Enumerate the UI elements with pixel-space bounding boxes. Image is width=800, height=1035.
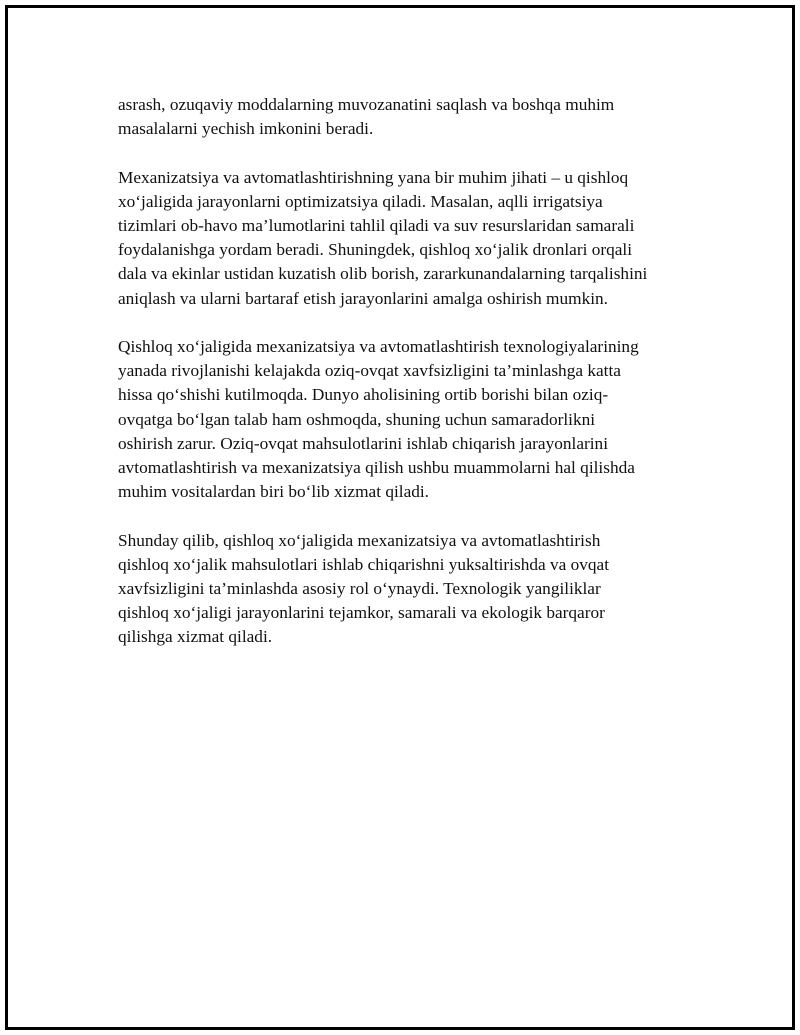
text-line: masalalarni yechish imkonini beradi.: [118, 119, 374, 139]
text-line: asrash, ozuqaviy moddalarning muvozanatini saqlash va boshqa muhim: [118, 95, 615, 114]
text-line: aniqlash va ularni bartaraf etish jarayonlarini amalga oshirish mumkin.: [118, 288, 608, 308]
document-body: [118, 93, 698, 674]
text-line: Qishloq xo‘jaligida mexanizatsiya va avtomatlashtirish texnologiyalarining: [118, 337, 639, 356]
text-line: foydalanishga yordam beradi. Shuningdek, qishloq xo‘jalik dronlari orqali: [118, 240, 633, 260]
text-line: xavfsizligini ta’minlashda asosiy rol o‘ynaydi. Texnologik yangiliklar: [118, 579, 601, 599]
text-line: qishloq xo‘jalik mahsulotlari ishlab chiqarishni yuksaltirishda va ovqat: [118, 554, 609, 574]
text-line: hissa qo‘shishi kutilmoqda. Dunyo aholisining ortib borishi bilan oziq-: [118, 385, 609, 405]
text-line: avtomatlashtirish va mexanizatsiya qilish ushbu muammolarni hal qilishda: [118, 458, 635, 478]
paragraph-1: [118, 93, 698, 141]
text-line: muhim vositalardan biri bo‘lib xizmat qiladi.: [118, 482, 430, 502]
text-line: tizimlari ob-havo ma’lumotlarini tahlil qiladi va suv resurslaridan samarali: [118, 216, 635, 235]
paragraph-4: [118, 529, 698, 650]
text-line: qishloq xo‘jaligi jarayonlarini tejamkor, samarali va ekologik barqaror: [118, 603, 605, 623]
paragraph-3: [118, 335, 698, 504]
text-line: Mexanizatsiya va avtomatlashtirishning yana bir muhim jihati – u qishloq: [118, 167, 629, 187]
text-line: xo‘jaligida jarayonlarni optimizatsiya qiladi. Masalan, aqlli irrigatsiya: [118, 191, 603, 211]
text-line: qilishga xizmat qiladi.: [118, 627, 273, 647]
text-line: ovqatga bo‘lgan talab ham oshmoqda, shuning uchun samaradorlikni: [118, 409, 596, 429]
text-line: oshirish zarur. Oziq-ovqat mahsulotlarini ishlab chiqarish jarayonlarini: [118, 433, 608, 453]
text-line: dala va ekinlar ustidan kuzatish olib borish, zararkunandalarning tarqalishini: [118, 264, 648, 284]
text-line: yanada rivojlanishi kelajakda oziq-ovqat xavfsizligini ta’minlashga katta: [118, 361, 621, 381]
paragraph-2: [118, 166, 698, 311]
text-line: Shunday qilib, qishloq xo‘jaligida mexanizatsiya va avtomatlashtirish: [118, 530, 601, 550]
